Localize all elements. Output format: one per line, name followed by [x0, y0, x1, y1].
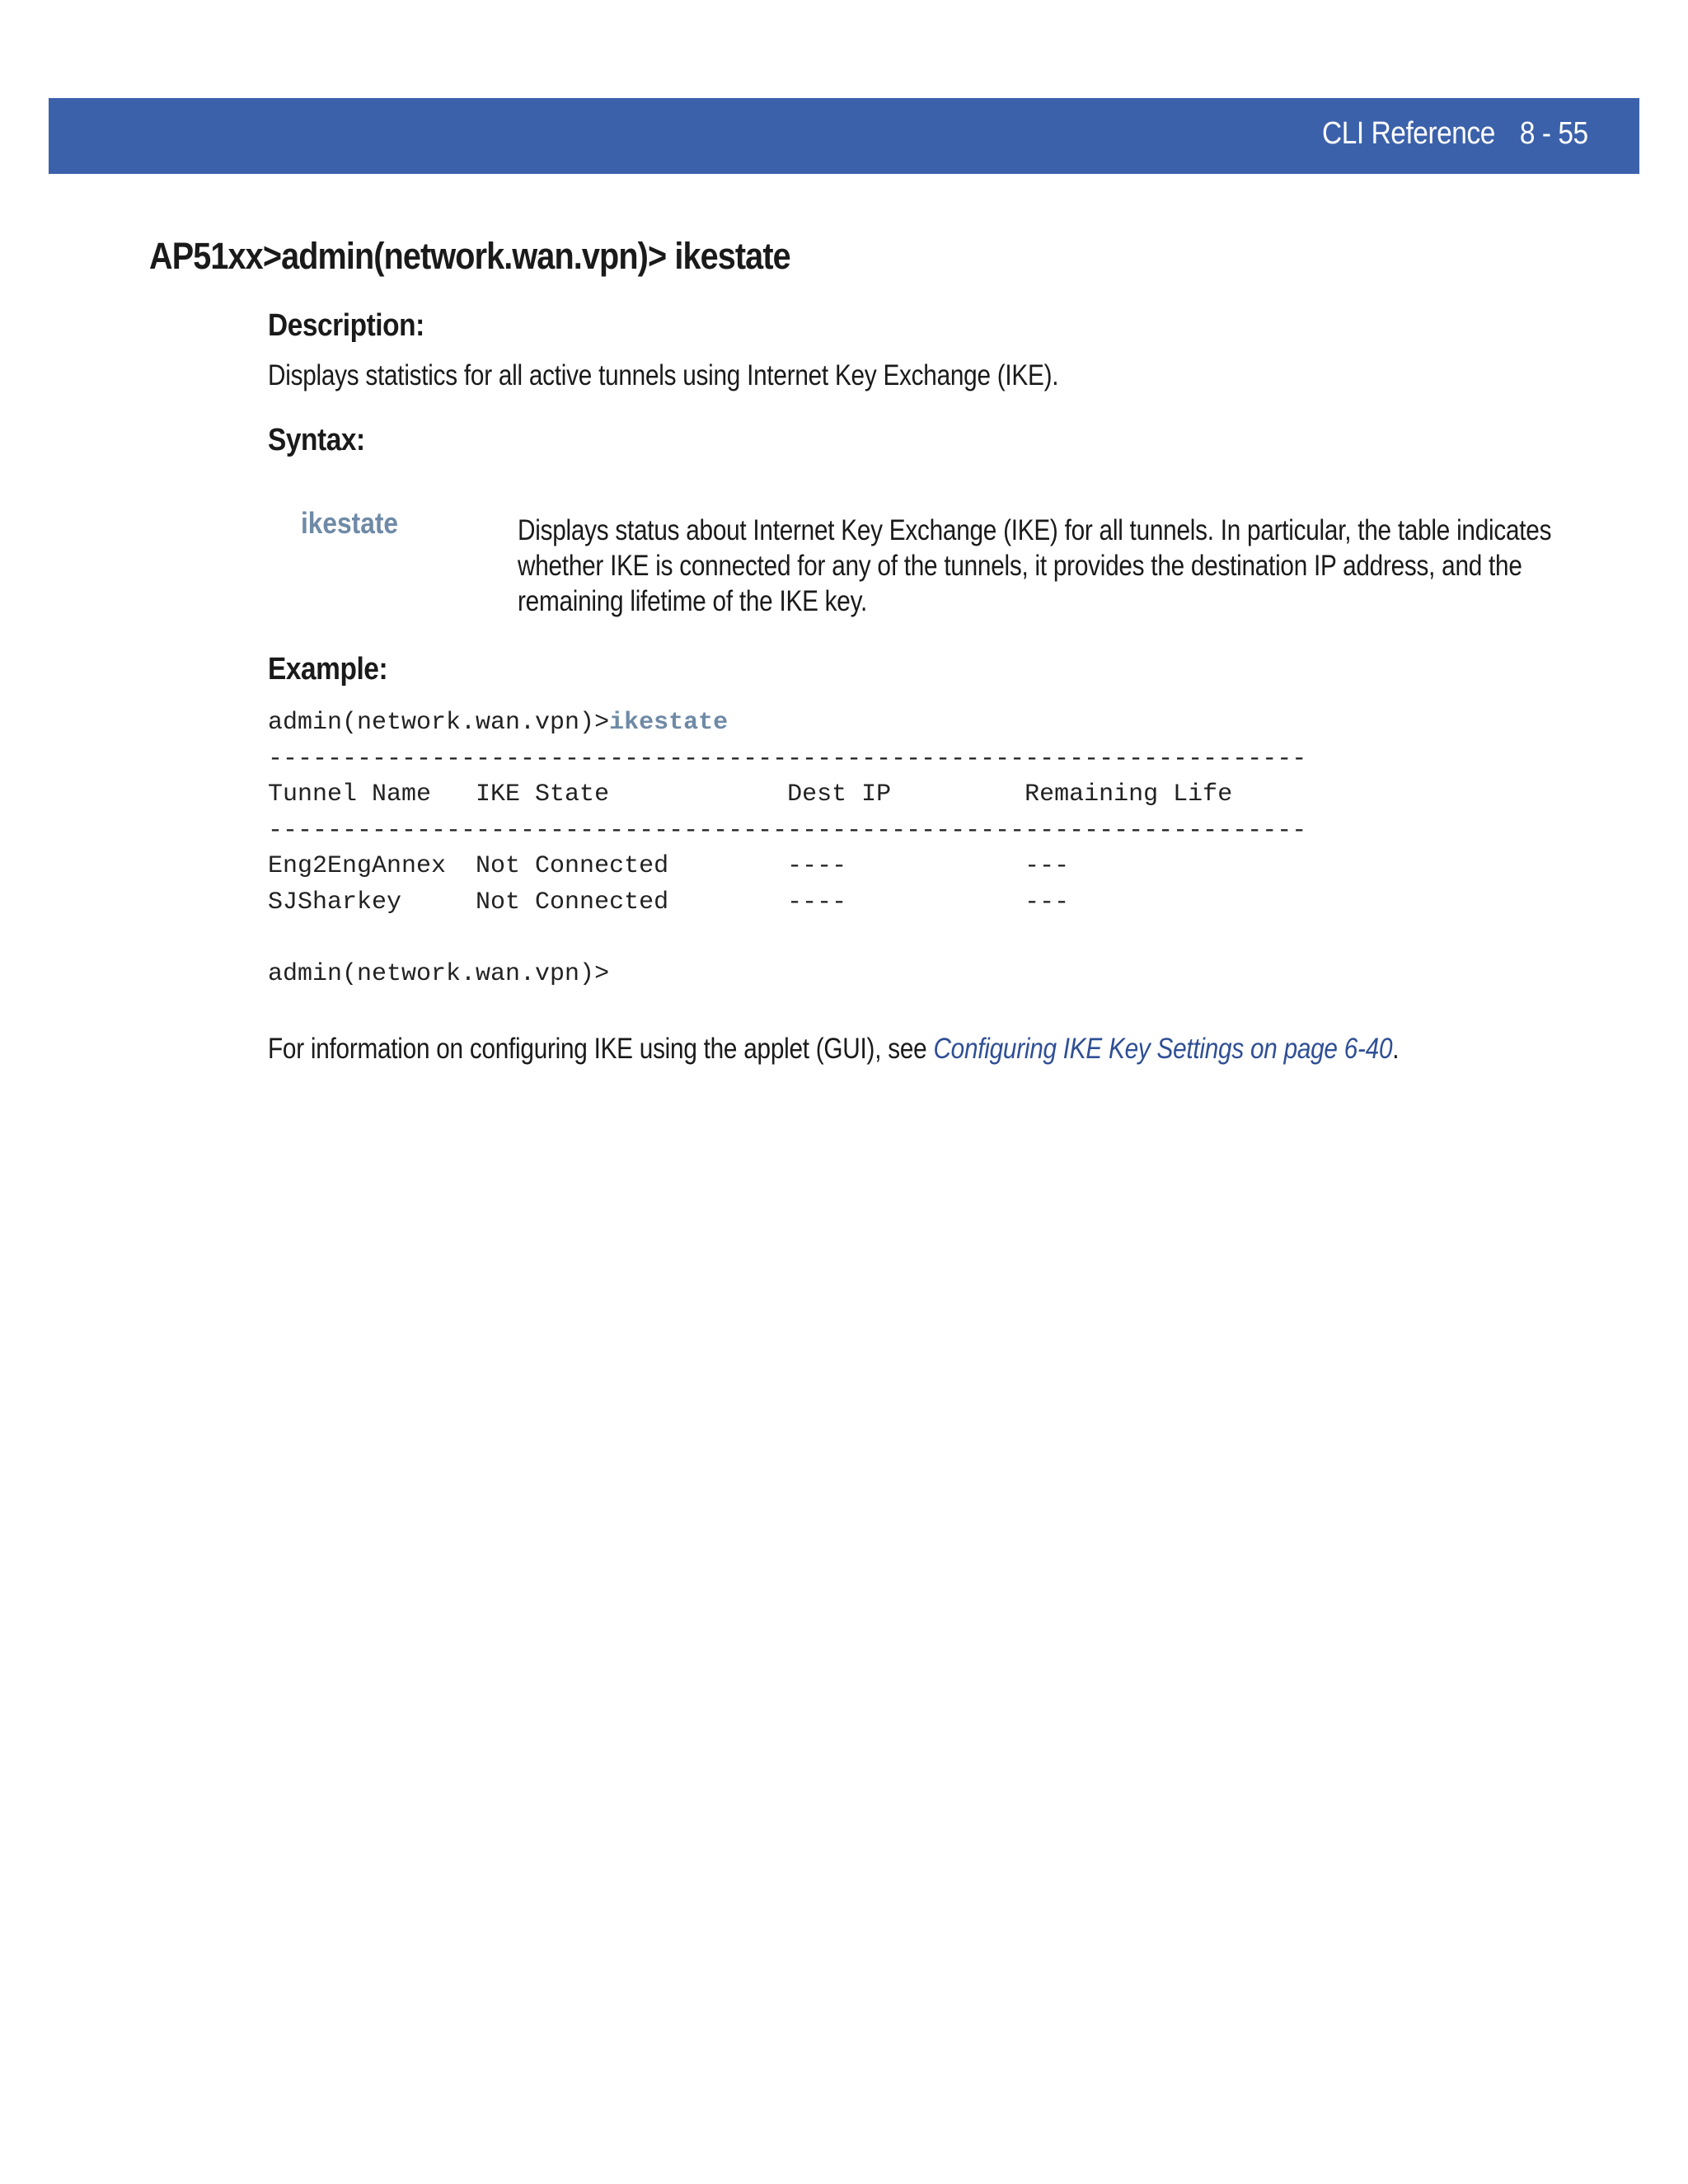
code-separator-bottom: ----------------------------------------------------------------------	[268, 816, 1307, 845]
example-code-block	[268, 705, 1306, 992]
code-closing-prompt: admin(network.wan.vpn)>	[268, 959, 610, 988]
code-command: ikestate	[609, 709, 729, 737]
code-prompt-line	[268, 705, 1306, 742]
code-blank-line	[268, 921, 1306, 957]
page-header-bar	[49, 98, 1639, 174]
footer-note-end: .	[1392, 1033, 1400, 1065]
example-heading: Example:	[268, 652, 388, 687]
header-section-title: CLI Reference	[1322, 116, 1496, 151]
footer-note	[268, 1033, 1399, 1066]
running-header	[1322, 116, 1588, 152]
cross-reference-link[interactable]: Configuring IKE Key Settings on page 6-40	[933, 1033, 1393, 1065]
footer-note-text: For information on configuring IKE using the applet (GUI), see	[268, 1033, 934, 1065]
code-prompt: admin(network.wan.vpn)>	[268, 709, 610, 737]
syntax-definition: Displays status about Internet Key Exchange (IKE) for all tunnels. In particular, the table indicates whether IKE is connected for any of the tunnels, it provides the destination IP address, and the remaining lifetime of the IKE key.	[518, 514, 1552, 617]
description-heading: Description:	[268, 308, 424, 343]
code-table-row: Eng2EngAnnex Not Connected ---- ---	[268, 852, 1070, 880]
code-table-header: Tunnel Name IKE State Dest IP Remaining Life	[268, 780, 1233, 808]
syntax-heading: Syntax:	[268, 423, 365, 457]
code-separator-top: ----------------------------------------------------------------------	[268, 744, 1307, 773]
description-text: Displays statistics for all active tunnels using Internet Key Exchange (IKE).	[268, 359, 1059, 391]
command-title: AP51xx>admin(network.wan.vpn)> ikestate	[149, 235, 790, 277]
syntax-term: ikestate	[301, 506, 399, 540]
code-table-row: SJSharkey Not Connected ---- ---	[268, 888, 1070, 916]
page-number: 8 - 55	[1520, 116, 1588, 151]
